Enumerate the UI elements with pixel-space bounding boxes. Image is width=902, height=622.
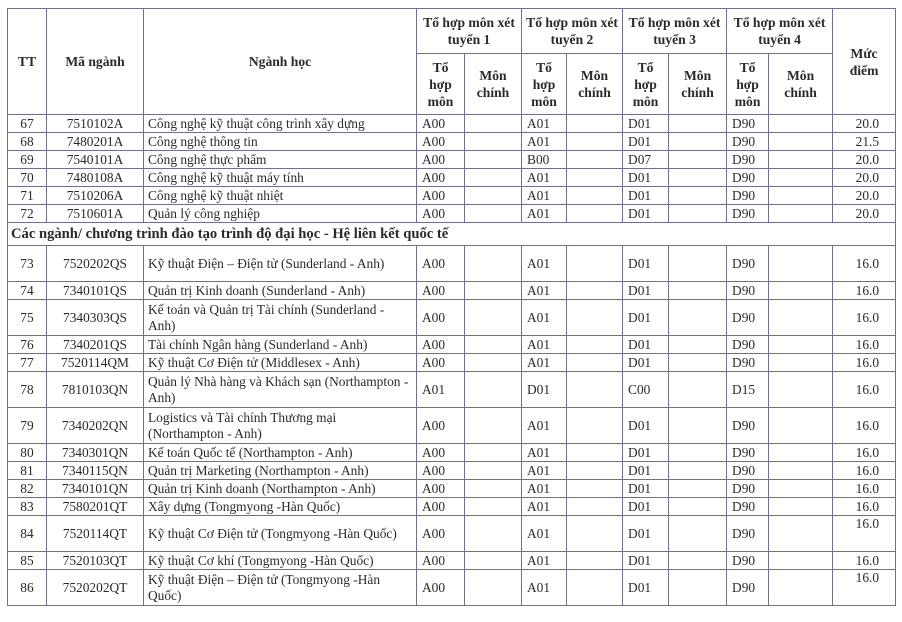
cell-to-hop-1: A00	[417, 516, 465, 552]
cell-mon-chinh-2	[567, 462, 623, 480]
cell-mon-chinh-3	[669, 552, 727, 570]
cell-mon-chinh-1	[465, 282, 522, 300]
cell-to-hop-1: A01	[417, 372, 465, 408]
cell-mon-chinh-3	[669, 115, 727, 133]
cell-mon-chinh-3	[669, 354, 727, 372]
table-row	[8, 115, 896, 133]
cell-ma-nganh: 7520202QT	[47, 570, 144, 606]
cell-tt: 83	[8, 498, 47, 516]
table-row	[8, 570, 896, 606]
cell-mon-chinh-4	[769, 462, 833, 480]
table-row	[8, 408, 896, 444]
cell-to-hop-2: A01	[522, 300, 567, 336]
cell-mon-chinh-1	[465, 354, 522, 372]
cell-to-hop-3: D01	[623, 408, 669, 444]
header-mon-chinh-1: Môn chính	[465, 54, 522, 115]
cell-to-hop-3: D01	[623, 336, 669, 354]
cell-to-hop-4: D90	[727, 246, 769, 282]
cell-to-hop-3: D01	[623, 516, 669, 552]
cell-to-hop-4: D90	[727, 300, 769, 336]
cell-mon-chinh-3	[669, 169, 727, 187]
cell-mon-chinh-4	[769, 444, 833, 462]
table-row	[8, 552, 896, 570]
cell-mon-chinh-2	[567, 516, 623, 552]
cell-muc-diem: 16.0	[833, 552, 896, 570]
cell-mon-chinh-1	[465, 187, 522, 205]
cell-to-hop-1: A00	[417, 151, 465, 169]
cell-muc-diem: 16.0	[833, 300, 896, 336]
cell-mon-chinh-3	[669, 516, 727, 552]
table-header	[8, 9, 896, 115]
cell-ma-nganh: 7340201QS	[47, 336, 144, 354]
cell-to-hop-2: A01	[522, 480, 567, 498]
cell-to-hop-4: D90	[727, 151, 769, 169]
cell-mon-chinh-4	[769, 498, 833, 516]
cell-mon-chinh-1	[465, 480, 522, 498]
cell-mon-chinh-3	[669, 133, 727, 151]
cell-to-hop-3: D01	[623, 169, 669, 187]
table-row	[8, 480, 896, 498]
cell-to-hop-1: A00	[417, 498, 465, 516]
cell-ma-nganh: 7540101A	[47, 151, 144, 169]
cell-mon-chinh-2	[567, 300, 623, 336]
cell-ma-nganh: 7340301QN	[47, 444, 144, 462]
cell-mon-chinh-2	[567, 552, 623, 570]
cell-mon-chinh-4	[769, 570, 833, 606]
table-row	[8, 246, 896, 282]
cell-to-hop-4: D90	[727, 133, 769, 151]
cell-ma-nganh: 7510601A	[47, 205, 144, 223]
table-body-part2	[8, 246, 896, 606]
cell-mon-chinh-3	[669, 151, 727, 169]
cell-to-hop-1: A00	[417, 115, 465, 133]
cell-mon-chinh-3	[669, 480, 727, 498]
cell-mon-chinh-1	[465, 151, 522, 169]
cell-muc-diem: 16.0	[833, 498, 896, 516]
cell-nganh-hoc: Tài chính Ngân hàng (Sunderland - Anh)	[144, 336, 417, 354]
cell-to-hop-4: D90	[727, 187, 769, 205]
cell-to-hop-3: D01	[623, 133, 669, 151]
cell-muc-diem: 16.0	[833, 282, 896, 300]
cell-mon-chinh-3	[669, 282, 727, 300]
cell-to-hop-4: D90	[727, 444, 769, 462]
cell-nganh-hoc: Kế toán Quốc tế (Northampton - Anh)	[144, 444, 417, 462]
header-group-3: Tổ hợp môn xét tuyển 3	[623, 9, 727, 54]
cell-to-hop-1: A00	[417, 570, 465, 606]
cell-mon-chinh-2	[567, 336, 623, 354]
cell-mon-chinh-1	[465, 115, 522, 133]
cell-to-hop-4: D15	[727, 372, 769, 408]
cell-to-hop-4: D90	[727, 336, 769, 354]
cell-tt: 81	[8, 462, 47, 480]
cell-mon-chinh-2	[567, 115, 623, 133]
cell-mon-chinh-4	[769, 516, 833, 552]
cell-to-hop-2: A01	[522, 169, 567, 187]
cell-to-hop-2: A01	[522, 187, 567, 205]
cell-to-hop-3: D01	[623, 444, 669, 462]
cell-mon-chinh-4	[769, 372, 833, 408]
cell-to-hop-1: A00	[417, 169, 465, 187]
table-row	[8, 516, 896, 552]
cell-to-hop-4: D90	[727, 462, 769, 480]
cell-mon-chinh-2	[567, 187, 623, 205]
cell-ma-nganh: 7580201QT	[47, 498, 144, 516]
header-to-hop-4: Tổ hợp môn	[727, 54, 769, 115]
cell-nganh-hoc: Quản trị Kinh doanh (Northampton - Anh)	[144, 480, 417, 498]
cell-to-hop-2: A01	[522, 282, 567, 300]
cell-muc-diem: 16.0	[833, 246, 896, 282]
cell-to-hop-1: A00	[417, 246, 465, 282]
cell-mon-chinh-4	[769, 187, 833, 205]
header-to-hop-3: Tổ hợp môn	[623, 54, 669, 115]
cell-muc-diem: 20.0	[833, 205, 896, 223]
cell-mon-chinh-2	[567, 151, 623, 169]
cell-to-hop-4: D90	[727, 354, 769, 372]
table-row	[8, 205, 896, 223]
cell-to-hop-2: A01	[522, 444, 567, 462]
header-mon-chinh-2: Môn chính	[567, 54, 623, 115]
header-ma-nganh: Mã ngành	[47, 9, 144, 115]
cell-to-hop-4: D90	[727, 498, 769, 516]
cell-mon-chinh-4	[769, 169, 833, 187]
header-muc-diem: Mức điểm	[833, 9, 896, 115]
cell-to-hop-4: D90	[727, 570, 769, 606]
section-row-group	[8, 223, 896, 246]
table-row	[8, 372, 896, 408]
cell-mon-chinh-4	[769, 246, 833, 282]
table-row	[8, 187, 896, 205]
table-body-part1	[8, 115, 896, 223]
cell-to-hop-1: A00	[417, 408, 465, 444]
cell-nganh-hoc: Xây dựng (Tongmyong -Hàn Quốc)	[144, 498, 417, 516]
cell-mon-chinh-2	[567, 480, 623, 498]
cell-muc-diem: 16.0	[833, 336, 896, 354]
cell-ma-nganh: 7340101QS	[47, 282, 144, 300]
cell-to-hop-1: A00	[417, 205, 465, 223]
table-row	[8, 282, 896, 300]
cell-nganh-hoc: Kỹ thuật Cơ Điện tử (Middlesex - Anh)	[144, 354, 417, 372]
cell-mon-chinh-1	[465, 205, 522, 223]
cell-to-hop-3: D01	[623, 498, 669, 516]
cell-to-hop-2: A01	[522, 133, 567, 151]
cell-tt: 84	[8, 516, 47, 552]
header-mon-chinh-3: Môn chính	[669, 54, 727, 115]
cell-to-hop-2: D01	[522, 372, 567, 408]
cell-ma-nganh: 7480201A	[47, 133, 144, 151]
cell-to-hop-1: A00	[417, 187, 465, 205]
cell-mon-chinh-4	[769, 336, 833, 354]
cell-to-hop-3: D01	[623, 246, 669, 282]
cell-mon-chinh-3	[669, 462, 727, 480]
cell-ma-nganh: 7340303QS	[47, 300, 144, 336]
cell-to-hop-2: A01	[522, 552, 567, 570]
cell-to-hop-2: A01	[522, 205, 567, 223]
header-group-2: Tổ hợp môn xét tuyển 2	[522, 9, 623, 54]
cell-mon-chinh-2	[567, 246, 623, 282]
cell-tt: 75	[8, 300, 47, 336]
cell-nganh-hoc: Công nghệ kỹ thuật nhiệt	[144, 187, 417, 205]
cell-muc-diem: 16.0	[833, 354, 896, 372]
cell-nganh-hoc: Kỹ thuật Cơ khí (Tongmyong -Hàn Quốc)	[144, 552, 417, 570]
cell-tt: 78	[8, 372, 47, 408]
section-title: Các ngành/ chương trình đào tạo trình độ đại học - Hệ liên kết quốc tế	[8, 223, 896, 246]
cell-to-hop-1: A00	[417, 354, 465, 372]
cell-mon-chinh-2	[567, 282, 623, 300]
cell-tt: 85	[8, 552, 47, 570]
header-to-hop-2: Tổ hợp môn	[522, 54, 567, 115]
cell-ma-nganh: 7520103QT	[47, 552, 144, 570]
cell-to-hop-3: D01	[623, 462, 669, 480]
cell-nganh-hoc: Công nghệ kỹ thuật công trình xây dựng	[144, 115, 417, 133]
cell-mon-chinh-4	[769, 282, 833, 300]
table-row	[8, 444, 896, 462]
cell-mon-chinh-1	[465, 516, 522, 552]
cell-mon-chinh-1	[465, 498, 522, 516]
header-group-4: Tổ hợp môn xét tuyển 4	[727, 9, 833, 54]
cell-to-hop-3: D01	[623, 282, 669, 300]
cell-nganh-hoc: Kỹ thuật Cơ Điện tử (Tongmyong -Hàn Quốc)	[144, 516, 417, 552]
cell-ma-nganh: 7810103QN	[47, 372, 144, 408]
cell-to-hop-2: A01	[522, 246, 567, 282]
cell-mon-chinh-2	[567, 444, 623, 462]
cell-tt: 71	[8, 187, 47, 205]
cell-tt: 73	[8, 246, 47, 282]
cell-mon-chinh-1	[465, 408, 522, 444]
cell-mon-chinh-2	[567, 498, 623, 516]
cell-to-hop-4: D90	[727, 169, 769, 187]
cell-nganh-hoc: Logistics và Tài chính Thương mại (Northampton - Anh)	[144, 408, 417, 444]
cell-to-hop-2: A01	[522, 115, 567, 133]
cell-to-hop-3: D01	[623, 187, 669, 205]
cell-to-hop-1: A00	[417, 444, 465, 462]
cell-ma-nganh: 7480108A	[47, 169, 144, 187]
cell-to-hop-2: A01	[522, 516, 567, 552]
cell-ma-nganh: 7510206A	[47, 187, 144, 205]
cell-nganh-hoc: Công nghệ thực phẩm	[144, 151, 417, 169]
cell-muc-diem: 16.0	[833, 516, 896, 552]
cell-nganh-hoc: Công nghệ thông tin	[144, 133, 417, 151]
cell-muc-diem: 16.0	[833, 570, 896, 606]
cell-to-hop-1: A00	[417, 336, 465, 354]
cell-ma-nganh: 7520114QT	[47, 516, 144, 552]
cell-muc-diem: 16.0	[833, 462, 896, 480]
cell-mon-chinh-1	[465, 169, 522, 187]
cell-mon-chinh-1	[465, 133, 522, 151]
table-row	[8, 169, 896, 187]
header-to-hop-1: Tổ hợp môn	[417, 54, 465, 115]
cell-to-hop-4: D90	[727, 282, 769, 300]
header-tt: TT	[8, 9, 47, 115]
cell-tt: 69	[8, 151, 47, 169]
cell-muc-diem: 20.0	[833, 151, 896, 169]
cell-ma-nganh: 7520202QS	[47, 246, 144, 282]
cell-to-hop-1: A00	[417, 462, 465, 480]
cell-to-hop-3: D01	[623, 115, 669, 133]
cell-tt: 72	[8, 205, 47, 223]
cell-muc-diem: 20.0	[833, 115, 896, 133]
cell-mon-chinh-1	[465, 300, 522, 336]
cell-tt: 80	[8, 444, 47, 462]
cell-to-hop-3: D01	[623, 480, 669, 498]
cell-mon-chinh-4	[769, 480, 833, 498]
cell-to-hop-1: A00	[417, 480, 465, 498]
cell-mon-chinh-2	[567, 408, 623, 444]
cell-mon-chinh-3	[669, 498, 727, 516]
header-mon-chinh-4: Môn chính	[769, 54, 833, 115]
cell-mon-chinh-4	[769, 354, 833, 372]
cell-to-hop-2: A01	[522, 498, 567, 516]
cell-mon-chinh-4	[769, 552, 833, 570]
cell-muc-diem: 21.5	[833, 133, 896, 151]
cell-mon-chinh-1	[465, 552, 522, 570]
cell-nganh-hoc: Quản trị Kinh doanh (Sunderland - Anh)	[144, 282, 417, 300]
table-row	[8, 133, 896, 151]
table-row	[8, 151, 896, 169]
table-row	[8, 462, 896, 480]
cell-to-hop-4: D90	[727, 115, 769, 133]
cell-to-hop-4: D90	[727, 516, 769, 552]
cell-mon-chinh-3	[669, 187, 727, 205]
cell-mon-chinh-3	[669, 336, 727, 354]
table-row	[8, 354, 896, 372]
cell-to-hop-2: B00	[522, 151, 567, 169]
cell-mon-chinh-1	[465, 372, 522, 408]
cell-to-hop-3: D01	[623, 300, 669, 336]
cell-to-hop-1: A00	[417, 282, 465, 300]
cell-mon-chinh-4	[769, 151, 833, 169]
admission-score-table	[7, 8, 896, 606]
cell-to-hop-3: D01	[623, 354, 669, 372]
cell-to-hop-2: A01	[522, 570, 567, 606]
cell-mon-chinh-1	[465, 246, 522, 282]
header-nganh-hoc: Ngành học	[144, 9, 417, 115]
cell-to-hop-2: A01	[522, 354, 567, 372]
cell-to-hop-4: D90	[727, 205, 769, 223]
cell-muc-diem: 20.0	[833, 187, 896, 205]
cell-ma-nganh: 7340202QN	[47, 408, 144, 444]
cell-muc-diem: 16.0	[833, 372, 896, 408]
cell-mon-chinh-2	[567, 570, 623, 606]
cell-ma-nganh: 7340115QN	[47, 462, 144, 480]
cell-mon-chinh-4	[769, 115, 833, 133]
cell-to-hop-2: A01	[522, 408, 567, 444]
cell-tt: 76	[8, 336, 47, 354]
cell-to-hop-4: D90	[727, 480, 769, 498]
cell-muc-diem: 16.0	[833, 480, 896, 498]
cell-mon-chinh-4	[769, 300, 833, 336]
cell-nganh-hoc: Kế toán và Quản trị Tài chính (Sunderland - Anh)	[144, 300, 417, 336]
cell-mon-chinh-3	[669, 408, 727, 444]
cell-tt: 68	[8, 133, 47, 151]
cell-nganh-hoc: Công nghệ kỹ thuật máy tính	[144, 169, 417, 187]
table-row	[8, 300, 896, 336]
cell-muc-diem: 16.0	[833, 408, 896, 444]
cell-tt: 74	[8, 282, 47, 300]
table-row	[8, 498, 896, 516]
cell-nganh-hoc: Quản lý công nghiệp	[144, 205, 417, 223]
cell-mon-chinh-1	[465, 444, 522, 462]
cell-ma-nganh: 7520114QM	[47, 354, 144, 372]
cell-muc-diem: 16.0	[833, 444, 896, 462]
cell-tt: 79	[8, 408, 47, 444]
cell-mon-chinh-3	[669, 570, 727, 606]
cell-mon-chinh-1	[465, 570, 522, 606]
cell-mon-chinh-4	[769, 205, 833, 223]
header-group-1: Tổ hợp môn xét tuyển 1	[417, 9, 522, 54]
cell-mon-chinh-4	[769, 408, 833, 444]
cell-nganh-hoc: Kỹ thuật Điện – Điện tử (Sunderland - Anh)	[144, 246, 417, 282]
cell-nganh-hoc: Quản trị Marketing (Northampton - Anh)	[144, 462, 417, 480]
cell-mon-chinh-2	[567, 205, 623, 223]
cell-mon-chinh-1	[465, 336, 522, 354]
cell-to-hop-2: A01	[522, 462, 567, 480]
cell-mon-chinh-2	[567, 354, 623, 372]
table-row	[8, 336, 896, 354]
cell-nganh-hoc: Kỹ thuật Điện – Điện tử (Tongmyong -Hàn Quốc)	[144, 570, 417, 606]
cell-to-hop-2: A01	[522, 336, 567, 354]
cell-to-hop-1: A00	[417, 300, 465, 336]
cell-to-hop-3: D01	[623, 552, 669, 570]
cell-mon-chinh-2	[567, 372, 623, 408]
cell-mon-chinh-3	[669, 205, 727, 223]
cell-tt: 77	[8, 354, 47, 372]
cell-to-hop-3: D01	[623, 205, 669, 223]
cell-mon-chinh-2	[567, 169, 623, 187]
cell-mon-chinh-3	[669, 372, 727, 408]
cell-mon-chinh-2	[567, 133, 623, 151]
cell-ma-nganh: 7340101QN	[47, 480, 144, 498]
cell-mon-chinh-4	[769, 133, 833, 151]
cell-to-hop-4: D90	[727, 552, 769, 570]
cell-tt: 86	[8, 570, 47, 606]
cell-nganh-hoc: Quản lý Nhà hàng và Khách sạn (Northampton - Anh)	[144, 372, 417, 408]
cell-ma-nganh: 7510102A	[47, 115, 144, 133]
cell-to-hop-4: D90	[727, 408, 769, 444]
cell-to-hop-3: D01	[623, 570, 669, 606]
cell-to-hop-1: A00	[417, 552, 465, 570]
cell-to-hop-3: D07	[623, 151, 669, 169]
cell-mon-chinh-3	[669, 246, 727, 282]
cell-muc-diem: 20.0	[833, 169, 896, 187]
cell-tt: 70	[8, 169, 47, 187]
cell-tt: 82	[8, 480, 47, 498]
cell-to-hop-3: C00	[623, 372, 669, 408]
cell-mon-chinh-3	[669, 444, 727, 462]
cell-mon-chinh-1	[465, 462, 522, 480]
cell-tt: 67	[8, 115, 47, 133]
cell-mon-chinh-3	[669, 300, 727, 336]
cell-to-hop-1: A00	[417, 133, 465, 151]
